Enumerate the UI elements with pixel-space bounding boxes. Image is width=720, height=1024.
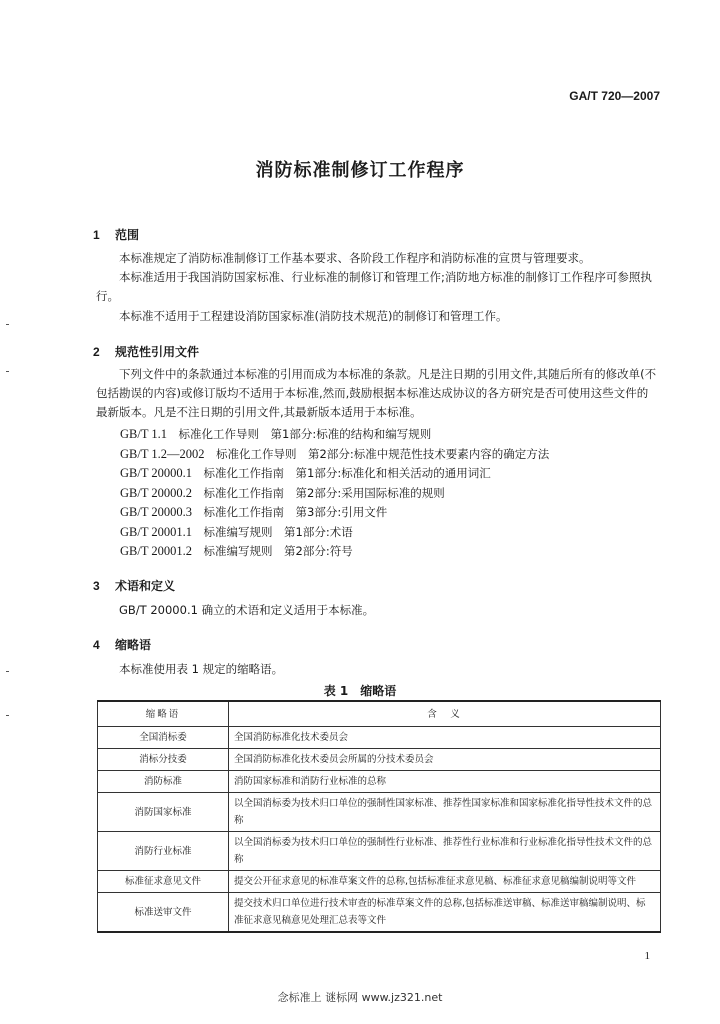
scan-mark (6, 671, 9, 672)
reference-title: 标准化工作指南 第2部分:采用国际标准的规则 (203, 486, 445, 500)
paragraph: GB/T 20000.1 确立的术语和定义适用于本标准。 (119, 603, 375, 617)
definition-cell: 全国消防标准化技术委员会所属的分技术委员会 (229, 749, 661, 771)
reference-item (120, 464, 491, 483)
abbreviation-cell: 标准送审文件 (98, 893, 229, 933)
section-title: 规范性引用文件 (115, 345, 200, 359)
abbreviation-cell: 标准征求意见文件 (98, 871, 229, 893)
definition-cell: 以全国消标委为技术归口单位的强制性行业标准、推荐性行业标准和行业标准化指导性技术文件的总称 (229, 832, 661, 871)
abbreviation-table (97, 700, 661, 933)
paragraph: 下列文件中的条款通过本标准的引用而成为本标准的条款。凡是注日期的引用文件,其随后所有的修改单(不包括勘误的内容)或修订版均不适用于本标准,然而,鼓励根据本标准达成协议的各方研究是否可使用这些文件的最新版本。凡是不注日期的引用文件,其最新版本适用于本标准。 (96, 367, 657, 419)
section-2-heading (93, 343, 199, 360)
abbreviation-cell: 全国消标委 (98, 727, 229, 749)
reference-code: GB/T 1.2—2002 (120, 447, 205, 461)
paragraph: 本标准使用表 1 规定的缩略语。 (119, 662, 284, 676)
definition-cell: 全国消防标准化技术委员会 (229, 727, 661, 749)
section-3-heading (93, 577, 175, 594)
section-number: 1 (93, 228, 100, 242)
abbreviation-cell: 消防标准 (98, 771, 229, 793)
reference-code: GB/T 20000.3 (120, 505, 192, 519)
reference-code: GB/T 20001.2 (120, 544, 192, 558)
reference-item (120, 542, 353, 561)
definition-cell: 提交公开征求意见的标准草案文件的总称,包括标准征求意见稿、标准征求意见稿编制说明等文件 (229, 871, 661, 893)
abbreviation-cell: 消标分技委 (98, 749, 229, 771)
standard-code: GA/T 720—2007 (569, 89, 660, 103)
section-1-heading (93, 226, 139, 243)
table-header-row (98, 701, 661, 727)
table-row (98, 871, 661, 893)
table-row (98, 893, 661, 933)
section-number: 4 (93, 638, 100, 652)
reference-code: GB/T 20001.1 (120, 525, 192, 539)
footer-watermark: 念标准上 谜标网 www.jz321.net (277, 991, 443, 1004)
table-row (98, 832, 661, 871)
table-row (98, 749, 661, 771)
section-4-heading (93, 636, 151, 653)
reference-title: 标准化工作导则 第1部分:标准的结构和编写规则 (178, 427, 432, 441)
definition-cell: 消防国家标准和消防行业标准的总称 (229, 771, 661, 793)
table-row (98, 727, 661, 749)
reference-title: 标准编写规则 第2部分:符号 (203, 544, 353, 558)
section-title: 术语和定义 (115, 579, 176, 593)
table-row (98, 793, 661, 832)
definition-cell: 提交技术归口单位进行技术审查的标准草案文件的总称,包括标准送审稿、标准送审稿编制说明、标准征求意见稿意见处理汇总表等文件 (229, 893, 661, 933)
paragraph: 本标准不适用于工程建设消防国家标准(消防技术规范)的制修订和管理工作。 (119, 309, 508, 323)
paragraph: 本标准适用于我国消防国家标准、行业标准的制修订和管理工作;消防地方标准的制修订工作程序可参照执行。 (96, 270, 652, 303)
reference-item (120, 523, 353, 542)
reference-code: GB/T 20000.1 (120, 466, 192, 480)
page-number: 1 (644, 950, 650, 962)
reference-code: GB/T 20000.2 (120, 486, 192, 500)
reference-item (120, 484, 445, 503)
scan-mark (6, 715, 9, 716)
abbreviation-cell: 消防国家标准 (98, 793, 229, 832)
scan-mark (6, 324, 9, 325)
table-header-cell: 缩略语 (98, 701, 229, 727)
section-number: 3 (93, 579, 100, 593)
table-header-cell: 含 义 (229, 701, 661, 727)
reference-title: 标准化工作指南 第1部分:标准化和相关活动的通用词汇 (203, 466, 491, 480)
reference-item (120, 445, 549, 464)
reference-item (120, 503, 387, 522)
section-number: 2 (93, 345, 100, 359)
table-caption: 表 1 缩略语 (323, 684, 397, 698)
definition-cell: 以全国消标委为技术归口单位的强制性国家标准、推荐性国家标准和国家标准化指导性技术文件的总称 (229, 793, 661, 832)
reference-title: 标准编写规则 第1部分:术语 (203, 525, 353, 539)
reference-title: 标准化工作指南 第3部分:引用文件 (203, 505, 388, 519)
scan-mark (6, 371, 9, 372)
reference-title: 标准化工作导则 第2部分:标准中规范性技术要素内容的确定方法 (216, 447, 550, 461)
paragraph: 本标准规定了消防标准制修订工作基本要求、各阶段工作程序和消防标准的宣贯与管理要求。 (119, 251, 591, 265)
section-title: 缩略语 (115, 638, 152, 652)
reference-item (120, 425, 431, 444)
abbreviation-cell: 消防行业标准 (98, 832, 229, 871)
reference-code: GB/T 1.1 (120, 427, 167, 441)
section-title: 范围 (115, 228, 140, 242)
document-title: 消防标准制修订工作程序 (255, 160, 465, 181)
table-row (98, 771, 661, 793)
